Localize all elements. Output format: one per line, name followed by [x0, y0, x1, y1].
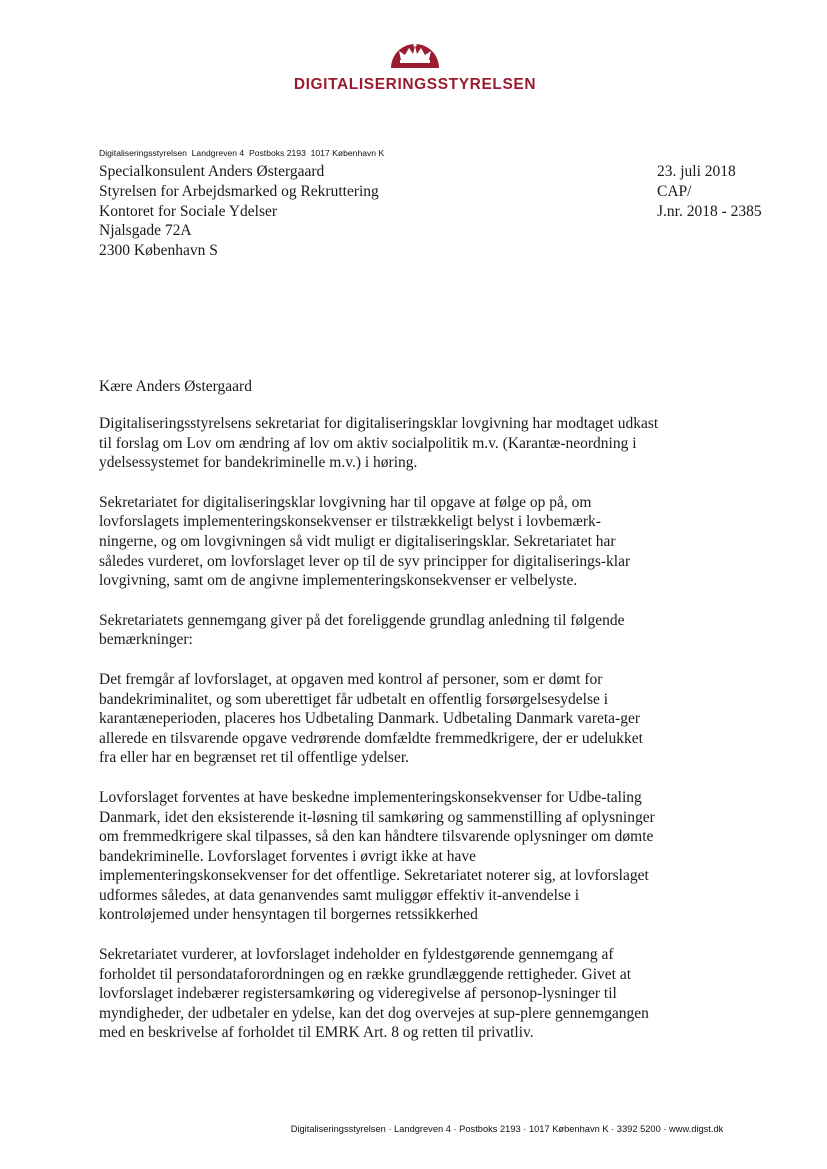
letter-date: 23. juli 2018	[657, 163, 736, 180]
logo-text: DIGITALISERINGSSTYRELSEN	[293, 76, 537, 93]
letter-body	[99, 414, 659, 1063]
recipient-name: Specialkonsulent Anders Østergaard	[99, 163, 325, 180]
paragraph: Sekretariatets gennemgang giver på det foreliggende grundlag anledning til følgende bemærkninger:	[99, 611, 625, 649]
letter-meta	[657, 162, 807, 221]
recipient-address	[99, 162, 529, 261]
salutation: Kære Anders Østergaard	[99, 378, 252, 395]
paragraph: Sekretariatet for digitaliseringsklar lovgivning har til opgave at følge op på, om lovforslagets implementeringskonsekvenser er tilstrækkeligt belyst i lovbemærk-ningerne, og om lovgivningen så vidt muligt er digitaliseringsklar. Sekretariatet har således vurderet, om lovforslaget lever op til de syv principper for digitaliserings-klar lovgivning, samt om de angivne implementeringskonsekvenser er velbelyste.	[99, 493, 631, 590]
paragraph: Sekretariatet vurderer, at lovforslaget indeholder en fyldestgørende gennemgang af forholdet til persondataforordningen og en række grundlæggende rettigheder. Givet at lovforslaget indebærer registersamkøring og videregivelse af personop-lysninger til myndigheder, der udbetaler en ydelse, kan det dog overvejes at sup-plere gennemgangen med en beskrivelse af forholdet til EMRK Art. 8 og retten til privatliv.	[99, 946, 649, 1042]
paragraph: Det fremgår af lovforslaget, at opgaven med kontrol af personer, som er dømt for bandekriminalitet, og som uberettiget får udbetalt en offentlig forsørgelsesydelse i karantæneperioden, placeres hos Udbetaling Danmark. Udbetaling Danmark vareta-ger allerede en tilsvarende opgave vedrørende domfældte fremmedkrigere, der er udelukket fra eller har en begrænset ret til offentlige ydelser.	[99, 670, 643, 767]
recipient-organization: Styrelsen for Arbejdsmarked og Rekruttering	[99, 182, 379, 200]
recipient-office: Kontoret for Sociale Ydelser	[99, 202, 278, 220]
recipient-street: Njalsgade 72A	[99, 222, 192, 240]
journal-number: J.nr. 2018 - 2385	[657, 202, 762, 220]
paragraph: Digitaliseringsstyrelsens sekretariat for digitaliseringsklar lovgivning har modtaget udkast til forslag om Lov om ændring af lov om aktiv socialpolitik m.v. (Karantæ-neordning i ydelsessystemet for bandekriminelle m.v.) i høring.	[99, 415, 659, 472]
logo	[290, 40, 540, 94]
letter-reference: CAP/	[657, 182, 692, 200]
footer-text: Digitaliseringsstyrelsen · Landgreven 4 · Postboks 2193 · 1017 København K · 3392 5200 · www.digst.dk	[290, 1124, 724, 1134]
crown-icon	[387, 40, 443, 72]
recipient-city: 2300 København S	[99, 242, 218, 260]
paragraph: Lovforslaget forventes at have beskedne implementeringskonsekvenser for Udbe-taling Danmark, idet den eksisterende it-løsning til samkøring og sammenstilling af oplysninger om fremmedkrigere skal tilpasses, så den kan håndtere tilsvarende oplysninger om dømte bandekriminelle. Lovforslaget forventes i øvrigt ikke at have implementeringskonsekvenser for det offentlige. Sekretariatet noterer sig, at lovforslaget udformes således, at data genanvendes samt muliggør effektiv it-anvendelse i kontroløjemed under hensyntagen til borgernes retssikkerhed	[99, 788, 655, 924]
page-footer	[0, 1124, 827, 1134]
sender-address-line: Digitaliseringsstyrelsen Landgreven 4 Postboks 2193 1017 København K	[99, 148, 385, 158]
